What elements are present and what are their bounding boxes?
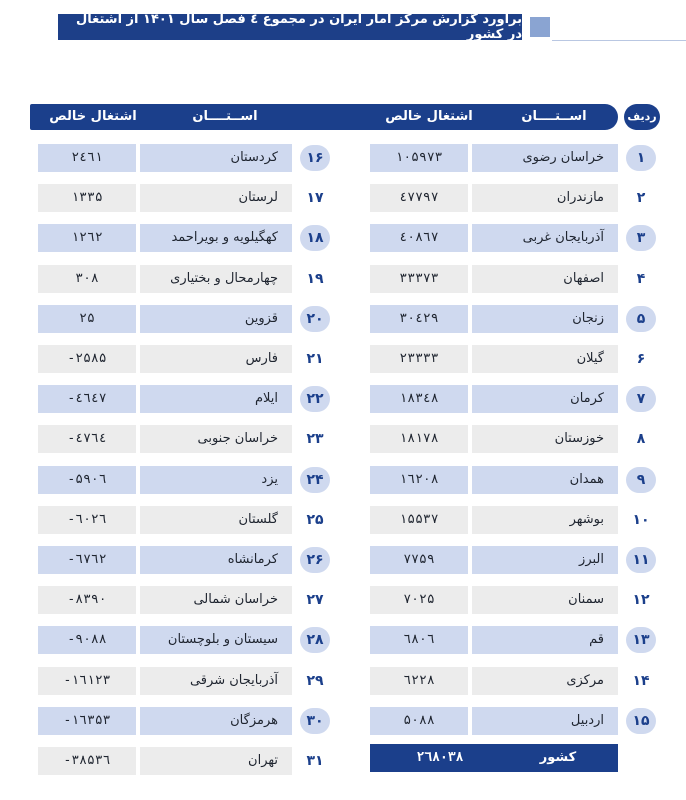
table-cell-rank: ۱۷ [306, 190, 324, 206]
table-cell-rank: ۲۷ [306, 592, 324, 608]
table-cell-rank: ۷ [626, 386, 656, 412]
table-cell-province: یزد [140, 466, 292, 494]
table-cell-value: ۱۸۳٤۸ [370, 385, 468, 413]
table-cell-value: ۵۰۸۸ [370, 707, 468, 735]
table-header-right [290, 104, 618, 130]
table-cell-province: کهگیلویه و بویراحمد [140, 224, 292, 252]
table-cell-value: -۲۵۸۵ [38, 345, 136, 373]
table-cell-rank: ۲۳ [306, 431, 324, 447]
table-cell-rank: ۳۰ [300, 708, 330, 734]
table-cell-province: بوشهر [472, 506, 618, 534]
table-cell-rank: ۱۲ [632, 592, 650, 608]
table-cell-province: گلستان [140, 506, 292, 534]
table-cell-value: -۱٦۳۵۳ [38, 707, 136, 735]
table-header-left [30, 104, 290, 130]
table-cell-province: فارس [140, 345, 292, 373]
table-cell-province: کردستان [140, 144, 292, 172]
table-cell-province: کرمان [472, 385, 618, 413]
table-cell-rank: ۶ [636, 351, 646, 367]
table-cell-rank: ۲۱ [306, 351, 324, 367]
table-cell-value: -٦٧٦۲ [38, 546, 136, 574]
header-ostan-right: اســتــــان [521, 109, 587, 124]
total-row [370, 744, 618, 772]
table-cell-rank: ۱ [626, 145, 656, 171]
table-cell-rank: ۸ [636, 431, 646, 447]
table-cell-province: خراسان رضوی [472, 144, 618, 172]
table-cell-value: -۱٦۱۲۳ [38, 667, 136, 695]
table-cell-rank: ۳۱ [306, 753, 324, 769]
table-cell-value: -۹۰۸۸ [38, 626, 136, 654]
table-cell-value: ۱۸۱۷۸ [370, 425, 468, 453]
table-cell-province: لرستان [140, 184, 292, 212]
header-eshteghal-right: اشتغال خالص [385, 109, 473, 124]
table-cell-province: اردبیل [472, 707, 618, 735]
table-cell-rank: ۱۱ [626, 547, 656, 573]
table-cell-value: -٤٦٤٧ [38, 385, 136, 413]
table-cell-rank: ۱۴ [632, 673, 650, 689]
table-cell-value: -٤٧٦٤ [38, 425, 136, 453]
title-divider [552, 40, 686, 41]
table-cell-value: -۵۹۰٦ [38, 466, 136, 494]
table-cell-value: -٦۰۲٦ [38, 506, 136, 534]
table-cell-value: ۷۷۵۹ [370, 546, 468, 574]
table-cell-province: چهارمحال و بختیاری [140, 265, 292, 293]
table-cell-province: کرمانشاه [140, 546, 292, 574]
table-cell-rank: ۲۹ [306, 673, 324, 689]
table-cell-value: ۳۰٤۲۹ [370, 305, 468, 333]
table-cell-value: ۱۵۵۳۷ [370, 506, 468, 534]
table-cell-province: آذربایجان شرقی [140, 667, 292, 695]
table-cell-province: هرمزگان [140, 707, 292, 735]
table-cell-rank: ۱۰ [632, 512, 650, 528]
table-cell-rank: ۴ [636, 271, 646, 287]
page-title: برآورد گزارش مرکز آمار ایران در مجموع ٤ فصل سال ۱۴۰۱ از اشتغال در کشور [58, 14, 522, 40]
table-cell-province: زنجان [472, 305, 618, 333]
table-cell-rank: ۲۴ [300, 467, 330, 493]
table-cell-province: خراسان جنوبی [140, 425, 292, 453]
header-radif: ردیف [624, 104, 660, 130]
header-eshteghal-left: اشتغال خالص [49, 109, 137, 124]
table-cell-rank: ۲۸ [300, 627, 330, 653]
table-cell-value: ۲۳۳۳۳ [370, 345, 468, 373]
table-cell-value: ۳۰۸ [38, 265, 136, 293]
table-cell-province: مرکزی [472, 667, 618, 695]
table-cell-province: سمنان [472, 586, 618, 614]
table-cell-rank: ۵ [626, 306, 656, 332]
table-cell-rank: ۲۶ [300, 547, 330, 573]
table-cell-province: خوزستان [472, 425, 618, 453]
table-cell-province: سیستان و بلوچستان [140, 626, 292, 654]
table-cell-rank: ۱۳ [626, 627, 656, 653]
table-cell-value: ۱٦۲۰۸ [370, 466, 468, 494]
total-label: کشور [539, 750, 577, 765]
table-cell-province: مازندران [472, 184, 618, 212]
table-cell-province: خراسان شمالی [140, 586, 292, 614]
table-cell-province: گیلان [472, 345, 618, 373]
table-cell-rank: ۱۶ [300, 145, 330, 171]
table-cell-value: ٤٧٧٩٧ [370, 184, 468, 212]
table-cell-province: قم [472, 626, 618, 654]
table-cell-value: ٤٠٨٦٧ [370, 224, 468, 252]
table-cell-rank: ۲۰ [300, 306, 330, 332]
table-cell-value: ۱۰۵۹۷۳ [370, 144, 468, 172]
table-cell-rank: ۲۵ [306, 512, 324, 528]
table-cell-value: ۷۰۲۵ [370, 586, 468, 614]
total-value: ۲٦۸۰۳۸ [416, 750, 464, 765]
table-cell-province: آذربایجان غربی [472, 224, 618, 252]
table-cell-rank: ۲۲ [300, 386, 330, 412]
title-marker [530, 17, 550, 37]
table-cell-value: ۲۵ [38, 305, 136, 333]
table-cell-province: همدان [472, 466, 618, 494]
table-cell-province: البرز [472, 546, 618, 574]
table-cell-value: ۳۳۳۷۳ [370, 265, 468, 293]
table-cell-value: ۲٤٦۱ [38, 144, 136, 172]
table-cell-province: تهران [140, 747, 292, 775]
table-cell-value: ۱۳۳۵ [38, 184, 136, 212]
table-cell-province: ایلام [140, 385, 292, 413]
table-cell-value: -۸۳۹۰ [38, 586, 136, 614]
table-cell-rank: ۹ [626, 467, 656, 493]
table-cell-value: ۱۲٦۲ [38, 224, 136, 252]
table-cell-rank: ۱۵ [626, 708, 656, 734]
table-cell-value: ٦۲۲۸ [370, 667, 468, 695]
table-cell-value: -۳۸۵۳٦ [38, 747, 136, 775]
table-cell-rank: ۱۸ [300, 225, 330, 251]
table-cell-province: اصفهان [472, 265, 618, 293]
table-cell-value: ٦۸۰٦ [370, 626, 468, 654]
table-cell-rank: ۳ [626, 225, 656, 251]
table-cell-rank: ۲ [636, 190, 646, 206]
table-cell-province: قزوین [140, 305, 292, 333]
header-ostan-left: اســتــــان [192, 109, 258, 124]
table-cell-rank: ۱۹ [306, 271, 324, 287]
